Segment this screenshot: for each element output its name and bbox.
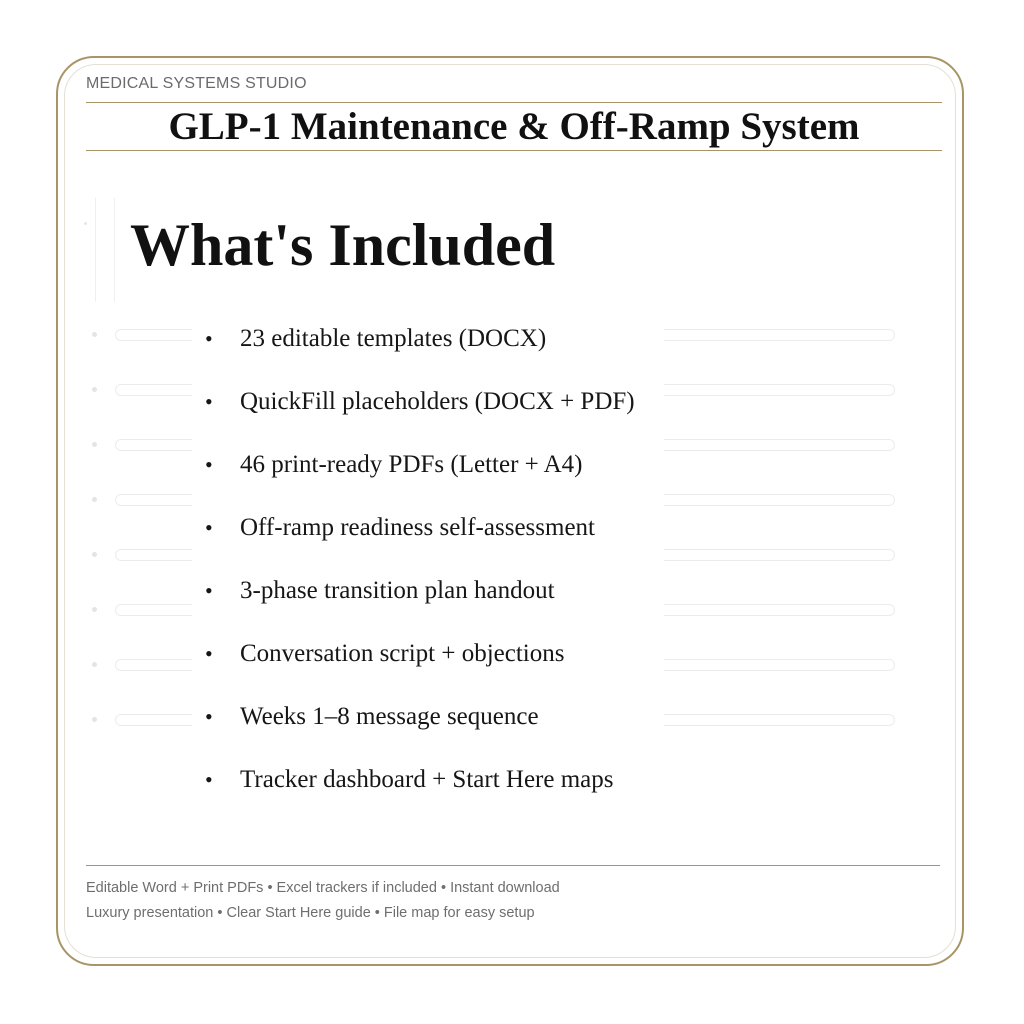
list-item-text: 46 print-ready PDFs (Letter + A4): [240, 451, 583, 478]
bullet-icon: •: [205, 767, 213, 792]
list-item-text: Off-ramp readiness self-assessment: [240, 514, 595, 541]
list-item-text: Conversation script + objections: [240, 640, 565, 667]
decorative-heading-bar: [95, 198, 115, 302]
list-item-text: Weeks 1–8 message sequence: [240, 703, 539, 730]
ghost-dot: [92, 497, 97, 502]
list-item: [205, 507, 925, 570]
footer-line-2: Luxury presentation • Clear Start Here guide • File map for easy setup: [86, 905, 535, 921]
included-items-list: [205, 318, 925, 822]
list-item-text: 23 editable templates (DOCX): [240, 325, 547, 352]
ghost-dot: [92, 662, 97, 667]
list-item: [205, 318, 925, 381]
list-item: [205, 570, 925, 633]
list-item: [205, 633, 925, 696]
list-item-text: QuickFill placeholders (DOCX + PDF): [240, 388, 635, 415]
bullet-icon: •: [205, 578, 213, 603]
list-item-text: 3-phase transition plan handout: [240, 577, 555, 604]
bullet-icon: •: [205, 704, 213, 729]
bullet-icon: •: [205, 641, 213, 666]
footer-line-1: Editable Word + Print PDFs • Excel trackers if included • Instant download: [86, 880, 560, 896]
list-item: [205, 696, 925, 759]
ghost-dot: [92, 552, 97, 557]
bullet-icon: •: [205, 452, 213, 477]
ghost-dot: [92, 442, 97, 447]
footer-rule: [86, 865, 940, 866]
bullet-icon: •: [205, 515, 213, 540]
ghost-dot: [92, 717, 97, 722]
list-item: [205, 759, 925, 822]
list-item: [205, 381, 925, 444]
section-heading: What's Included: [130, 212, 556, 278]
list-item-text: Tracker dashboard + Start Here maps: [240, 766, 614, 793]
list-item: [205, 444, 925, 507]
document-title: GLP-1 Maintenance & Off-Ramp System: [168, 104, 860, 148]
ghost-dot: [92, 607, 97, 612]
header-rule-bottom: [86, 150, 942, 151]
ghost-dot: [92, 387, 97, 392]
brand-name: MEDICAL SYSTEMS STUDIO: [86, 75, 307, 92]
decorative-dot: [84, 222, 87, 225]
bullet-icon: •: [205, 326, 213, 351]
bullet-icon: •: [205, 389, 213, 414]
ghost-dot: [92, 332, 97, 337]
